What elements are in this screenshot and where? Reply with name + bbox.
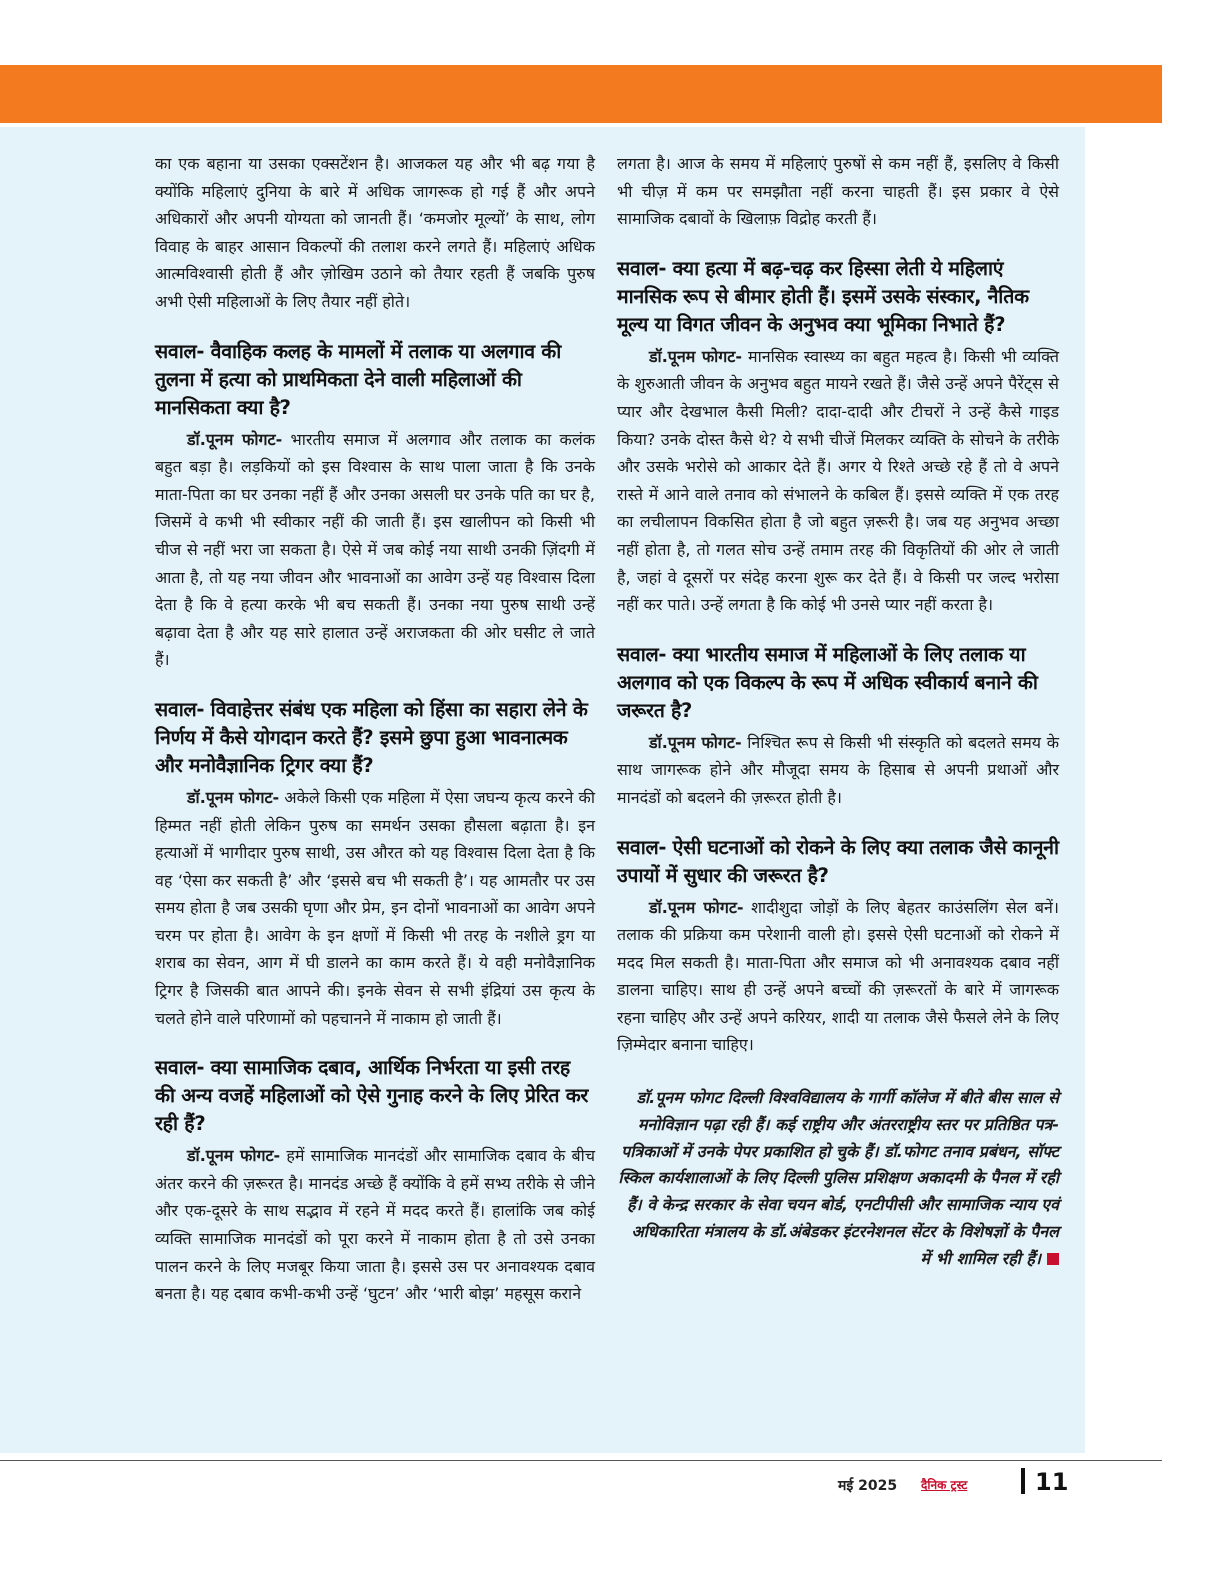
answer-paragraph-2 xyxy=(155,784,595,1032)
question-heading-6: सवाल- ऐसी घटनाओं को रोकने के लिए क्या तलाक जैसे कानूनी उपायों में सुधार की जरूरत है? xyxy=(617,835,1059,887)
answer-speaker-label: डॉ.पूनम फोगट- xyxy=(187,787,280,807)
footer-divider xyxy=(0,1460,1162,1461)
author-bio xyxy=(617,1085,1059,1273)
answer-speaker-label: डॉ.पूनम फोगट- xyxy=(187,429,283,449)
answer-paragraph-3 xyxy=(155,1142,595,1308)
footer-separator-bar xyxy=(1021,1468,1025,1494)
left-intro-paragraph: का एक बहाना या उसका एक्सटेंशन है। आजकल यह और भी बढ़ गया है क्योंकि महिलाएं दुनिया के बारे में अधिक जागरूक हो गई हैं और अपने अधिकारों और अपनी योग्यता को जानती हैं। ‘कमजोर मूल्यों’ के साथ, लोग विवाह के बाहर आसान विकल्पों की तलाश करने लगते हैं। महिलाएं अधिक आत्मविश्वासी होती हैं और ज़ोखिम उठाने को तैयार रहती हैं जबकि पुरुष अभी ऐसी महिलाओं के लिए तैयार नहीं होते। xyxy=(155,154,595,311)
issue-date: मई 2025 xyxy=(838,1478,898,1494)
answer-text: निश्चित रूप से किसी भी संस्कृति को बदलते समय के साथ जागरूक होने और मौजूदा समय के हिसाब से अपनी प्रथाओं और मानदंडों को बदलने की ज़रूरत होती है। xyxy=(617,732,1059,807)
article-end-mark-icon xyxy=(1047,1253,1059,1265)
answer-speaker-label: डॉ.पूनम फोगट- xyxy=(649,732,742,752)
answer-speaker-label: डॉ.पूनम फोगट- xyxy=(649,897,744,917)
answer-text: अकेले किसी एक महिला में ऐसा जघन्य कृत्य करने की हिम्मत नहीं होती लेकिन पुरुष का समर्थन उसका हौसला बढ़ाता है। इन हत्याओं में भागीदार पुरुष साथी, उस औरत को यह विश्वास दिला देता है कि वह ‘ऐसा कर सकती है’ और ‘इससे बच भी सकती है’। यह आमतौर पर उस समय होता है जब उसकी घृणा और प्रेम, इन दोनों भावनाओं का आवेग अपने चरम पर होता है। आवेग के इन क्षणों में किसी भी तरह के नशीले ड्रग या शराब का सेवन, आग में घी डालने का काम करते हैं। ये वही मनोवैज्ञानिक ट्रिगर है जिसकी बात आपने की। इनके सेवन से सभी इंद्रियां उस कृत्य के चलते होने वाले परिणामों को पहचानने में नाकाम हो जाती हैं। xyxy=(155,787,595,1028)
answer-paragraph-4 xyxy=(617,343,1059,619)
question-heading-2: सवाल- विवाहेत्तर संबंध एक महिला को हिंसा का सहारा लेने के निर्णय में कैसे योगदान करते हैं? इसमे छुपा हुआ भावनात्मक और मनोवैज्ञानिक ट्रिगर क्या हैं? xyxy=(155,697,588,777)
question-heading-4: सवाल- क्या हत्या में बढ़-चढ़ कर हिस्सा लेती ये महिलाएं मानसिक रूप से बीमार होती हैं। इसमें उसके संस्कार, नैतिक मूल्य या विगत जीवन के अनुभव क्या भूमिका निभाते हैं? xyxy=(617,256,1029,336)
right-column xyxy=(617,150,1059,1273)
answer-text: हमें सामाजिक मानदंडों और सामाजिक दबाव के बीच अंतर करने की ज़रूरत है। मानदंड अच्छे हैं क्योंकि वे हमें सभ्य तरीके से जीने और एक-दूसरे के साथ सद्भाव में रहने में मदद करते हैं। हालांकि जब कोई व्यक्ति सामाजिक मानदंडों को पूरा करने में नाकाम होता है तो उसे उनका पालन करने के लिए मजबूर किया जाता है। इससे उस पर अनावश्यक दबाव बनता है। यह दबाव कभी-कभी उन्हें ‘घुटन’ और ‘भारी बोझ’ महसूस कराने xyxy=(155,1146,595,1304)
answer-paragraph-5 xyxy=(617,729,1059,812)
right-intro-paragraph: लगता है। आज के समय में महिलाएं पुरुषों से कम नहीं हैं, इसलिए वे किसी भी चीज़ में कम पर समझौता नहीं करना चाहती हैं। इस प्रकार वे ऐसे सामाजिक दबावों के खिलाफ़ विद्रोह करती हैं। xyxy=(617,154,1059,229)
header-color-band xyxy=(0,65,1162,123)
answer-speaker-label: डॉ.पूनम फोगट- xyxy=(187,1146,281,1166)
answer-text: शादीशुदा जोड़ों के लिए बेहतर काउंसलिंग सेल बनें। तलाक की प्रक्रिया कम परेशानी वाली हो। इससे ऐसी घटनाओं को रोकने में मदद मिल सकती है। माता-पिता और समाज को भी अनावश्यक दबाव नहीं डालना चाहिए। साथ ही उन्हें अपने बच्चों की ज़रूरतों के बारे में जागरूक रहना चाहिए और उन्हें अपने करियर, शादी या तलाक जैसे फैसले लेने के लिए ज़िम्मेदार बनाना चाहिए। xyxy=(617,897,1059,1055)
answer-speaker-label: डॉ.पूनम फोगट- xyxy=(649,346,743,366)
answer-text: भारतीय समाज में अलगाव और तलाक का कलंक बहुत बड़ा है। लड़कियों को इस विश्वास के साथ पाला जाता है कि उनके माता-पिता का घर उनका नहीं हैं और उनका असली घर उनके पति का घर है, जिसमें वे कभी भी स्वीकार नहीं की जाती हैं। इस खालीपन को किसी भी चीज से नहीं भरा जा सकता है। ऐसे में जब कोई नया साथी उनकी ज़िंदगी में आता है, तो यह नया जीवन और भावनाओं का आवेग उन्हें यह विश्वास दिला देता है कि वे हत्या करके भी बच सकती हैं। उनका नया पुरुष साथी उन्हें बढ़ावा देता है और यह सारे हालात उन्हें अराजकता की ओर घसीट ले जाते हैं। xyxy=(155,429,595,670)
page-footer xyxy=(820,1466,1080,1502)
question-heading-3: सवाल- क्या सामाजिक दबाव, आर्थिक निर्भरता या इसी तरह की अन्य वजहें महिलाओं को ऐसे गुनाह करने के लिए प्रेरित कर रही हैं? xyxy=(155,1056,589,1136)
left-column xyxy=(155,150,595,1308)
magazine-logo: दैनिक ट्रस्ट xyxy=(921,1478,968,1492)
question-heading-5: सवाल- क्या भारतीय समाज में महिलाओं के लिए तलाक या अलगाव को एक विकल्प के रूप में अधिक स्वीकार्य बनाने की जरूरत है? xyxy=(617,642,1038,722)
author-bio-text: डॉ.पूनम फोगट दिल्ली विश्वविद्यालय के गार्गी कॉलेज में बीते बीस साल से मनोविज्ञान पढ़ा रही हैं। कई राष्ट्रीय और अंतरराष्ट्रीय स्तर पर प्रतिष्ठित पत्र-पत्रिकाओं में उनके पेपर प्रकाशित हो चुके हैं। डॉ.फोगट तनाव प्रबंधन, सॉफ्ट स्किल कार्यशालाओं के लिए दिल्ली पुलिस प्रशिक्षण अकादमी के पैनल में रही हैं। वे केन्द्र सरकार के सेवा चयन बोर्ड, एनटीपीसी और सामाजिक न्याय एवं अधिकारिता मंत्रालय के डॉ.अंबेडकर इंटरनेशनल सेंटर के विशेषज्ञों के पैनल में भी शामिल रही हैं। xyxy=(618,1088,1059,1268)
answer-paragraph-1 xyxy=(155,426,595,674)
answer-text: मानसिक स्वास्थ्य का बहुत महत्व है। किसी भी व्यक्ति के शुरुआती जीवन के अनुभव बहुत मायने रखते हैं। जैसे उन्हें अपने पैरेंट्स से प्यार और देखभाल कैसी मिली? दादा-दादी और टीचरों ने उन्हें कैसे गाइड किया? उनके दोस्त कैसे थे? ये सभी चीजें मिलकर व्यक्ति के सोचने के तरीके और उसके भरोसे को आकार देते हैं। अगर ये रिश्ते अच्छे रहे हैं तो वे अपने रास्ते में आने वाले तनाव को संभालने के कबिल हैं। इससे व्यक्ति में एक तरह का लचीलापन विकसित होता है जो बहुत ज़रूरी है। जब यह अनुभव अच्छा नहीं होता है, तो गलत सोच उन्हें तमाम तरह की विकृतियों की ओर ले जाती है, जहां वे दूसरों पर संदेह करना शुरू कर देते हैं। वे किसी पर जल्द भरोसा नहीं कर पाते। उन्हें लगता है कि कोई भी उनसे प्यार नहीं करता है। xyxy=(617,346,1059,615)
question-heading-1: सवाल- वैवाहिक कलह के मामलों में तलाक या अलगाव की तुलना में हत्या को प्राथमिकता देने वाली महिलाओं की मानसिकता क्या है? xyxy=(155,339,561,419)
answer-paragraph-6 xyxy=(617,894,1059,1060)
page-number: 11 xyxy=(1035,1468,1069,1496)
